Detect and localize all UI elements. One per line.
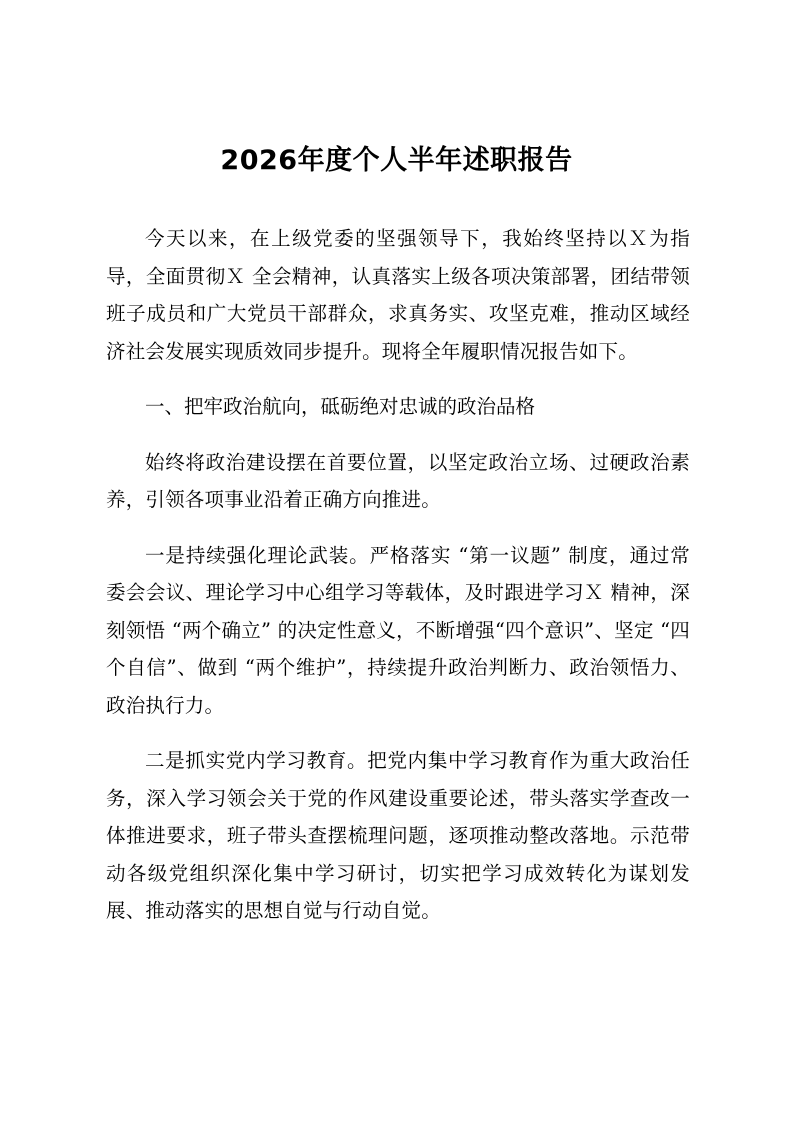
paragraph-intro: 今天以来，在上级党委的坚强领导下，我始终坚持以Ｘ为指导，全面贯彻Ｘ 全会精神，认真落实上级各项决策部署，团结带领班子成员和广大党员干部群众，求真务实、攻坚克难，推动区域经济社会发展实现质效同步提升。现将全年履职情况报告如下。 <box>106 227 690 363</box>
paragraph-theory: 一是持续强化理论武装。严格落实 “第一议题” 制度，通过常委会会议、理论学习中心组学习等载体，及时跟进学习Ｘ 精神，深刻领悟 “两个确立” 的决定性意义，不断增强“四个意识”、坚定 “四个自信”、做到 “两个维护”，持续提升政治判断力、政治领悟力、政治执行力。 <box>106 543 690 717</box>
document-title: 2026年度个人半年述职报告 <box>220 145 573 176</box>
section-heading-1: 一、把牢政治航向，砥砺绝对忠诚的政治品格 <box>145 395 536 418</box>
paragraph-education: 二是抓实党内学习教育。把党内集中学习教育作为重大政治任务，深入学习领会关于党的作风建设重要论述，带头落实学查改一体推进要求，班子带头查摆梳理问题，逐项推动整改落地。示范带动各级党组织深化集中学习研讨，切实把学习成效转化为谋划发展、推动落实的思想自觉与行动自觉。 <box>106 749 690 922</box>
paragraph-section-summary: 始终将政治建设摆在首要位置，以坚定政治立场、过硬政治素养，引领各项事业沿着正确方向推进。 <box>106 450 690 511</box>
document-body <box>106 220 690 948</box>
